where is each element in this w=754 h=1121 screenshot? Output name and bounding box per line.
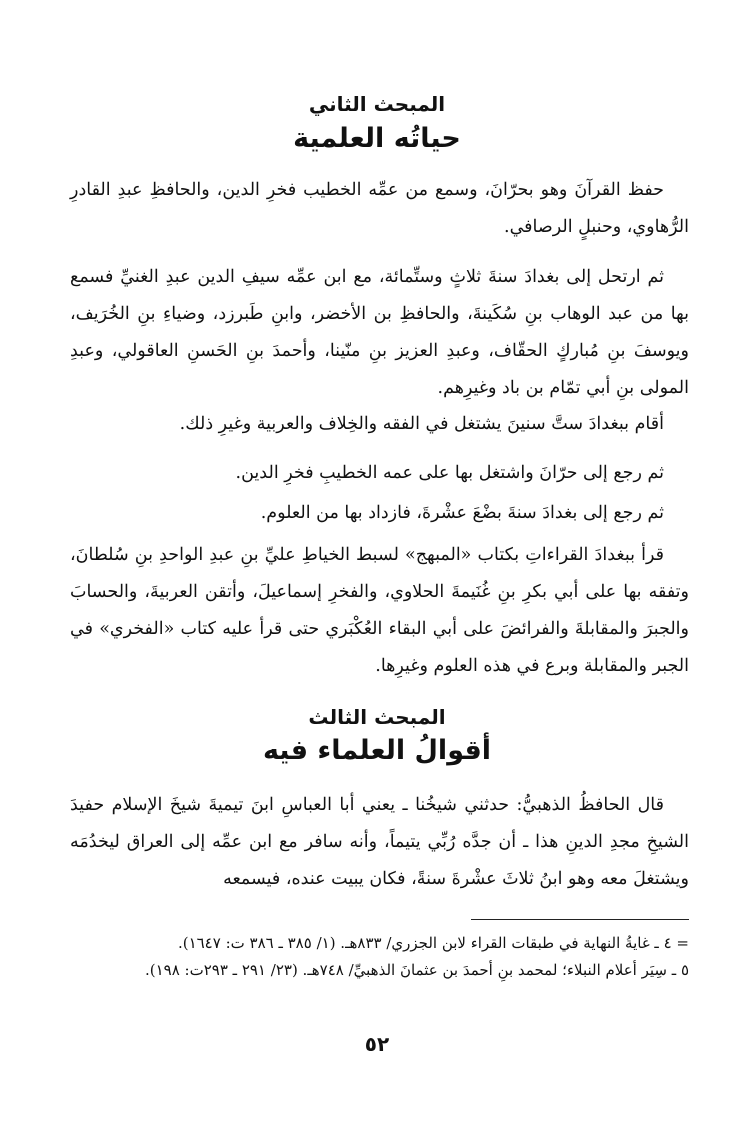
paragraph: ثم رجع إلى بغدادَ سنةَ بضْعَ عشْرةَ، فازداد بها من العلوم. (260, 503, 664, 523)
footnote: ٥ ـ سِيَر أعلام النبلاء؛ لمحمد بنِ أحمدَ بن عثمانَ الذهبيِّ/ ٧٤٨هـ. (٢٣/ ٢٩١ ـ ٢٩٣ت: ١٩٨). (144, 961, 689, 979)
footnote-divider (471, 919, 689, 920)
paragraph: ثم ارتحل إلى بغدادَ سنةَ ثلاثٍ وستِّمائة، مع ابن عمِّه سيفِ الدين عبدِ الغنيِّ فسمع بها من عبد الوهاب بنِ سُكَينةَ، والحافظِ بن الأخضر، وابنِ طَبرزد، وضياءِ بنِ الخُرَيف، ويوسفَ بنِ مُباركٍ الحقّاف، وعبدِ العزيز بنِ منّينا، وأحمدَ بنِ الحَسنِ العاقولي، وعبدِ المولى بنِ أبي تمّام بن باد وغيرِهم. (70, 267, 689, 398)
paragraph: أقام ببغدادَ ستَّ سنينَ يشتغل في الفقه والخِلاف والعربية وغيرِ ذلك. (179, 414, 664, 434)
page-number: ٥٢ (364, 1032, 390, 1056)
section3-label: المبحث الثالث (308, 705, 446, 729)
section2-label: المبحث الثاني (308, 92, 446, 116)
paragraph: قال الحافظُ الذهبيُّ: حدثني شيخُنا ـ يعني أبا العباسِ ابنَ تيميةَ شيخَ الإسلام حفيدَ الشيخِ مجدِ الدينِ هذا ـ أن جدَّه رُبِّي يتيماً، وأنه سافر مع ابن عمِّه إلى العراق ليخدُمَه ويشتغلَ معه وهو ابنُ ثلاثَ عشْرةَ سنةً، فكان يبيت عنده، فيسمعه (70, 795, 689, 889)
paragraph: حفظ القرآنَ وهو بحرّانَ، وسمع من عمِّه الخطيب فخرِ الدين، والحافظِ عبدِ القادرِ الرُّهاوي، وحنبلٍ الرصافي. (70, 180, 689, 237)
section3-title: أقوالُ العلماء فيه (262, 735, 492, 766)
footnote: = ٤ ـ غايةُ النهاية في طبقات القراء لابن الجزري/ ٨٣٣هـ. (١/ ٣٨٥ ـ ٣٨٦ ت: ١٦٤٧). (177, 934, 689, 952)
paragraph: قرأ ببغدادَ القراءاتِ بكتاب «المبهج» لسبط الخياطِ عليِّ بنِ عبدِ الواحدِ بنِ سُلطانَ، وتفقه بها على أبي بكرِ بنِ غُنَيمةَ الحلاوي، والفخرِ إسماعيلَ، وأتقن العربيةَ، والحسابَ والجبرَ والمقابلةَ والفرائضَ على أبي البقاء العُكْبَري حتى قرأ عليه كتاب «الفخري» في الجبر والمقابلة وبرع في هذه العلوم وغيرِها. (70, 545, 689, 676)
section2-title: حياتُه العلمية (293, 123, 461, 154)
paragraph: ثم رجع إلى حرّانَ واشتغل بها على عمه الخطيبِ فخرِ الدين. (235, 463, 664, 483)
